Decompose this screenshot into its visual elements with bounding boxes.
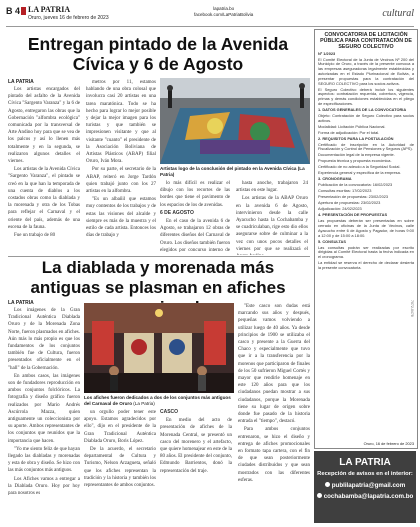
article1-col2-p3: "Es un albañil que estamos muy contentos de los trabajos y de estas las visiones del alcalde y siempre es más de la muestra y el estilo de cada artista. Entonces los días de trabajo y — [86, 197, 156, 239]
article1-caption-text: Artistas logo de la conclusión del pintado en la Avenida Cívica (La Patria) — [160, 166, 305, 177]
article1-column-3 — [160, 180, 230, 255]
article2-col3-p1: En medio del acto de presentación de afiches de la Morenada Central, se presentó un casco del morenero y el artefacto, que quiere homenajear en este de la 80 años. El presidente del conjunto, Edmundo Barrientos, donó la representación del traje. — [160, 418, 232, 474]
notice-body — [315, 52, 417, 271]
article1-col3-p1: lo más difícil es realizar el dibujo con los recortes de las bordes que tiene el pavimento de los espacios de los de avenidas. — [160, 181, 230, 208]
article1-headline: Entregan pintado de la Avenida Cívica y 6 de Agosto — [27, 34, 289, 74]
article2-col1-p3: "Yo me siento feliz de que hayan llegado las diabladas y morenadas y esta de obra y diseño. Se hizo con las más conjuntos más antiguos. — [8, 446, 80, 474]
article1-column-2 — [86, 79, 156, 254]
notice-paragraph: Publicación de la convocatoria: 16/02/2023 — [318, 182, 393, 188]
article1-col2-p2: Por su parte, el secretario de la ABAP, reiteró en Jorge Tardón quien trabajó junto con los 27 artistas en la alfombra. — [86, 167, 156, 195]
notice-paragraph: Forma de adjudicación: Por el total. — [318, 129, 380, 135]
article1-col4-p1: hasta anoche, trabajaron 24 artistas en este lugar. — [236, 181, 308, 194]
article1-photo-caption — [160, 166, 310, 178]
article2-subhead: CASCO — [160, 409, 179, 415]
ad-email-1-text: publilapatria@gmail.com — [331, 481, 406, 489]
article1-subhead: 6 DE AGOSTO — [160, 209, 194, 216]
notice-paragraph: Documentación legal de la empresa vigente. — [318, 152, 395, 158]
logo-mark-icon — [21, 7, 26, 15]
notice-paragraph: Modalidad: Licitación Pública Nacional. — [318, 123, 386, 129]
notice-title: CONVOCATORIA DE LICITACIÓN PÚBLICA PARA CONTRATACIÓN DE SEGURO COLECTIVO — [320, 32, 412, 51]
article1-col4-p2: Los artistas de la ABAP Oruro en la avenida 6 de Agosto, intervinieron desde la calle Ayacucho hasta la Cochabamba y se cuadriculaban, rige esto dio ellos asegurarse sobre de culminar a la vez con unos pocos detalles el viernes por que se realizará el — [236, 196, 308, 252]
classified-ad — [314, 451, 416, 523]
section-divider — [8, 256, 310, 257]
ad-email-1[interactable] — [314, 481, 416, 490]
article1-byline: LA PATRIA — [8, 79, 34, 85]
header-web[interactable]: lapatria.bo — [213, 6, 235, 11]
notice-paragraph: El Comité Electoral de la Junta de Vecinos Nº 200 del Municipio de Oruro, a través de la presente convoca a las empresas aseguradoras legalmente establecidas y autorizadas en el Estado Plurinacional de Bolivia, a presentar propuestas para la contratación del SEGURO COLECTIVO para los socios activos. — [318, 56, 414, 86]
notice-paragraph: El Seguro Colectivo deberá incluir los siguientes aspectos: contratación requerida, cobertura, vigencia, primas y demás condiciones establecidas en el pliego de especificaciones. — [318, 86, 414, 106]
notice-paragraph: Adjudicación: 24/02/2023 — [318, 206, 362, 212]
notice-heading: 4. PRESENTACIÓN DE PROPUESTAS — [318, 212, 388, 218]
street-art-image — [160, 78, 310, 164]
notice-paragraph: Certificado de inscripción en la Autoridad de Fiscalización y Control de Pensiones y Seguros (APS). — [318, 141, 414, 152]
article2-col2-p2: De la acuerdo, el secretario departamental de Cultura y Turismo, Nelson Arzagueta, señaló que los afiches representan la tradición y la historia y también los representantes de ambos conjuntos. — [84, 447, 156, 489]
article2-col2-p1: un orgullo poder tener este apoyo. Estamos agradecidos por ello", dijo en el presidente de la Gran Tradicional Auténtica Diablada Oruro, Boris López. — [84, 410, 156, 444]
notice-paragraph: Objeto: Contratación de Seguro Colectivo para socios activos. — [318, 112, 414, 123]
notice-paragraph: Las propuestas deberán ser presentadas en sobre cerrado en oficinas de la Junta de Vecinos, calle Ayacucho entre 6 de Agosto y Pagador, de horas 9:00 a 12:00 y de 15:00 a 18:00. — [318, 218, 414, 238]
notice-paragraph: La entidad se reserva el derecho de declarar desierta la presente convocatoria. — [318, 260, 414, 270]
article2-headline: La diablada y morenada más antiguas se plasman en afiches — [30, 258, 286, 297]
article1-col1-p2: Los artistas de la Avenida Cívica "Sargento Varanza", el pintado se creó en la que han la temporada de una cuenta de diablos a los costados obras como la diablada y la morenada y otra de los Tobas para reflejar el Carnaval y el oriente del país, además de una escena de la fauna. — [8, 167, 80, 230]
header-facebook[interactable]: facebook.com/LaPatriaBolivia — [194, 12, 254, 17]
notice-paragraph: Certificado de no adeudo a la Seguridad Social. — [318, 164, 401, 170]
side-code: 7072-0478 — [410, 300, 414, 317]
page-number: B 4 — [6, 6, 21, 16]
ad-email-2-text: cochabamba@lapatria.com.bo — [323, 492, 414, 500]
notice-paragraph: Las consultas podrán ser realizadas por escrito dirigidas al Comité Electoral hasta la fecha indicada en el cronograma. — [318, 244, 414, 260]
article1-photo — [160, 78, 310, 164]
header-links — [194, 6, 253, 18]
article2-col1-p4: Los Afiches vamos a entregar a la Diablada Oruro. Hoy por hoy para nosotros es — [8, 476, 80, 497]
notice-heading: 2. REQUISITOS PARA LA POSTULACIÓN — [318, 135, 394, 141]
article2-column-2 — [84, 409, 156, 521]
notice-heading: 3. CRONOGRAMA — [318, 176, 352, 182]
section-name: cultural — [382, 8, 414, 19]
notice-paragraph: Consultas escritas: 17/02/2023 — [318, 188, 372, 194]
notice-paragraph: Propuesta técnica y propuesta económica. — [318, 158, 392, 164]
article1-col1-p1: Los artistas encargados del pintado del asfalto de la Avenida Cívica "Sargento Varanza" y la 6 de Agosto, entregaron las obras que la Gobernación "alfombra ecológica" comunicada por la transversal de Arte Andino hoy para que se vea de los palcos y así lo llenen más totalmente y en la segunda, se realizaron algunos detalles el viernes. — [8, 87, 80, 165]
notice-paragraph: Experiencia general y específica de la empresa. — [318, 170, 401, 176]
article2-col4-p2: Para ambos conjuntos entrenaron, se hizo el diseño y entrega de afiches promocionales en formato tapa cartera, con el fin de que sean posteriormente ciudades distribuidos y que sean mostrados con las diferentes esferas. — [238, 427, 310, 483]
mail-icon — [317, 493, 322, 498]
article1-col1-p3: Fue un trabajo de 80 — [14, 233, 56, 239]
notice-heading: 1. DATOS GENERALES DE LA CONVOCATORIA — [318, 106, 407, 112]
article2-column-1 — [8, 307, 80, 521]
mail-icon — [325, 482, 330, 487]
article1-column-4 — [236, 180, 308, 255]
article1-column-1 — [8, 86, 80, 254]
article2-col4-p1: "Este casco son dudas está marcando sus años y después, pequeñas vamos volviendo a utilizar luego de 40 años. Ya desde principios de 1900 se utilizaba el casco y presente a la Guerra del Chaco y especialmente que tuvo que ir a la transferencia por la morenos que participaron de finales de los 50 sufrieron Miguel Cortés y mayor que rendirle homenaje en este 120 años para que los ciudadanos puedan mostrar a sus ciudadanos, porque la Morenada tiene su lugar de origen sobre donde fue pasado de la historia entrada el "tiempo", destacó. — [238, 304, 310, 425]
article2-column-4 — [238, 303, 310, 521]
article2-caption-text: Los afiches fueron dedicados a dos de los conjuntos más antiguos del Carnaval de Oruro — [84, 395, 231, 406]
notice-paragraph: Presentación de propuestas: 23/02/2023 — [318, 194, 389, 200]
public-notice-box — [314, 29, 418, 449]
article2-col1-p2: En ambos casos, las imágenes son de fundadores reproducción en ambos conjuntos folclóricos. La fotografía y diseño gráfico fueron realizados por Mario Andrés Ascúrrola Mazza, quien antiguamente un coleccionista por su aporte. Ambos representantes de los conjuntos que reunidos que la importancia que hacen. — [8, 373, 80, 444]
article1-col2-p1: metros por 11, estamos hablando de una obra colosal que involucra casi 20 artistas en una tarea maratónica. Todo se ha hecho para lograr lo mejor posible y dejar la mejor imagen para los turistas y que también se impresionen visitante y que al visitante "cuanto" el presidente de la Asociación Boliviana de Artistas Plásticos (ABAP) filial Oruro, Iván Mora. — [86, 80, 156, 165]
article2-byline: LA PATRIA — [8, 300, 34, 306]
article2-photo-caption — [84, 395, 234, 407]
ad-subtitle: Recepción de avisos en el interior: — [317, 471, 413, 477]
article2-col1-p1: Los imágenes de la Gran Tradicional Auténtica Diablada Oruro y de la Morenada Zona Norte, fueron plasmados en afiches. Aún más lo más propio es que los fundamentos de los conjuntos también fue de Cultura, fueron presentados oficialmente en el "hall" de la Gobernación. — [8, 308, 80, 371]
article2-column-3 — [160, 409, 232, 521]
newspaper-logo: LA PATRIA — [28, 5, 71, 14]
article2-photo — [84, 303, 234, 393]
ad-email-2[interactable] — [314, 492, 416, 501]
header-date: Oruro, jueves 16 de febrero de 2023 — [28, 15, 109, 21]
notice-number: Nº 1/2023 — [318, 50, 336, 56]
page-header — [6, 4, 414, 27]
article2-caption-credit: (La Patria) — [133, 401, 155, 406]
posters-event-image — [84, 303, 234, 393]
ad-title: LA PATRIA — [339, 457, 391, 468]
notice-signature: Oruro, 16 de febrero de 2023 — [363, 441, 414, 446]
article1-col3-p2: En el caso de la avenida 6 de Agosto, se trabajaron 12 obras de diferentes diseños del Carnaval de Oruro. Los diseños también fueron elegidos por concurso interno de — [160, 219, 230, 253]
notice-heading: 5. CONSULTAS — [318, 238, 346, 244]
notice-paragraph: Apertura de propuestas: 23/02/2023 — [318, 200, 381, 206]
